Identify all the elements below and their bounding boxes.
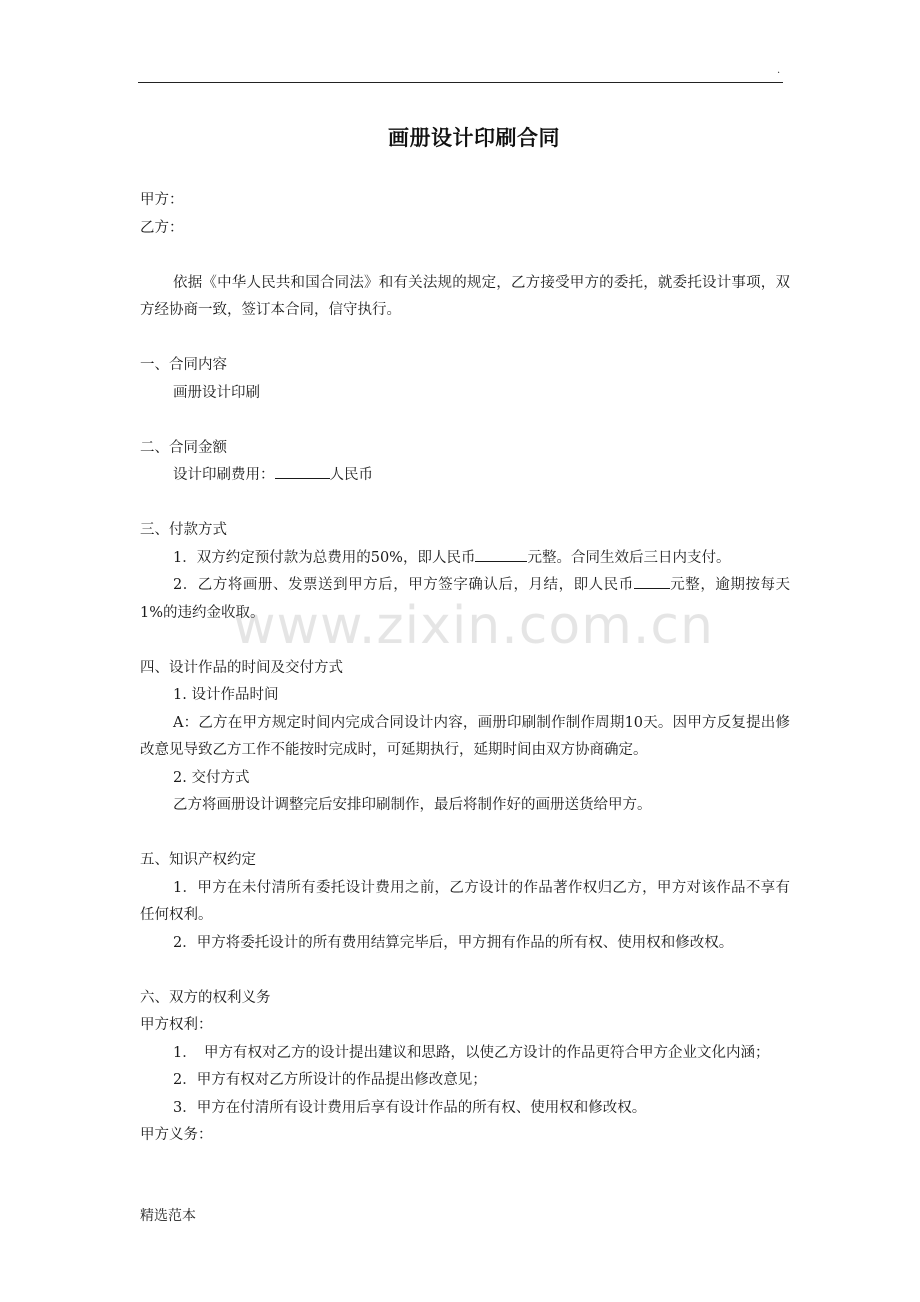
right-item3: 3．甲方在付清所有设计费用后享有设计作品的所有权、使用权和修改权。 xyxy=(173,1099,647,1116)
section4-sub2: 2. 交付方式 xyxy=(173,769,250,786)
document-title: 画册设计印刷合同 xyxy=(388,126,560,150)
section4-sub1: 1. 设计作品时间 xyxy=(173,687,279,703)
section3-heading: 三、付款方式 xyxy=(140,522,227,538)
section4-sub1-body: A：乙方在甲方规定时间内完成合同设计内容，画册印刷制作制作周期10天。因甲方反复提出修改意见导致乙方工作不能按时完成时，可延期执行，延期时间由双方协商确定。 xyxy=(140,714,790,758)
watermark: www.zixin.com.cn xyxy=(233,596,714,656)
section5-item2: 2．甲方将委托设计的所有费用结算完毕后，甲方拥有作品的所有权、使用权和修改权。 xyxy=(173,934,734,951)
amount-suffix: 人民币 xyxy=(329,467,373,483)
section6-heading: 六、双方的权利义务 xyxy=(140,989,271,1006)
item1-text-end: 元整。合同生效后三日内支付。 xyxy=(527,549,731,566)
section5-item1: 1．甲方在未付清所有委托设计费用之前，乙方设计的作品著作权归乙方，甲方对该作品不享有任何权利。 xyxy=(140,879,790,923)
section3-item2 xyxy=(140,572,790,627)
right-item1: 1． 甲方有权对乙方的设计提出建议和思路，以使乙方设计的作品更符合甲方企业文化内涵； xyxy=(173,1044,770,1061)
section1-body: 画册设计印刷 xyxy=(173,384,260,401)
item1-text: 1．双方约定预付款为总费用的50%，即人民币 xyxy=(173,549,476,566)
amount-blank xyxy=(275,464,330,479)
party-b-line: 乙方： xyxy=(140,219,184,236)
section1-heading: 一、合同内容 xyxy=(140,357,227,373)
footer-label: 精选范本 xyxy=(140,1208,196,1224)
rights-label: 甲方权利： xyxy=(140,1017,213,1033)
section4-sub2-body: 乙方将画册设计调整完后安排印刷制作，最后将制作好的画册送货给甲方。 xyxy=(173,797,652,813)
balance-blank xyxy=(634,574,670,589)
section4-heading: 四、设计作品的时间及交付方式 xyxy=(140,659,343,676)
section2-amount-line xyxy=(140,462,790,490)
item2-text: 2．乙方将画册、发票送到甲方后，甲方签字确认后，月结，即人民币 xyxy=(173,577,634,593)
right-item2: 2．甲方有权对乙方所设计的作品提出修改意见； xyxy=(173,1072,487,1088)
item2-text-end: 元整，逾期按每天1%的违约金收取。 xyxy=(140,577,790,621)
section3-item1 xyxy=(140,545,790,573)
section2-heading: 二、合同金额 xyxy=(140,439,227,456)
contract-body xyxy=(140,187,790,1150)
header-mark: . xyxy=(777,65,781,76)
section5-heading: 五、知识产权约定 xyxy=(140,852,256,868)
party-a-line: 甲方： xyxy=(140,192,184,208)
preamble: 依据《中华人民共和国合同法》和有关法规的规定，乙方接受甲方的委托，就委托设计事项，双方经协商一致，签订本合同，信守执行。 xyxy=(140,274,790,318)
header-rule xyxy=(138,82,783,83)
prepay-blank xyxy=(475,547,527,562)
amount-label: 设计印刷费用： xyxy=(173,467,275,483)
duties-label: 甲方义务： xyxy=(140,1127,213,1143)
